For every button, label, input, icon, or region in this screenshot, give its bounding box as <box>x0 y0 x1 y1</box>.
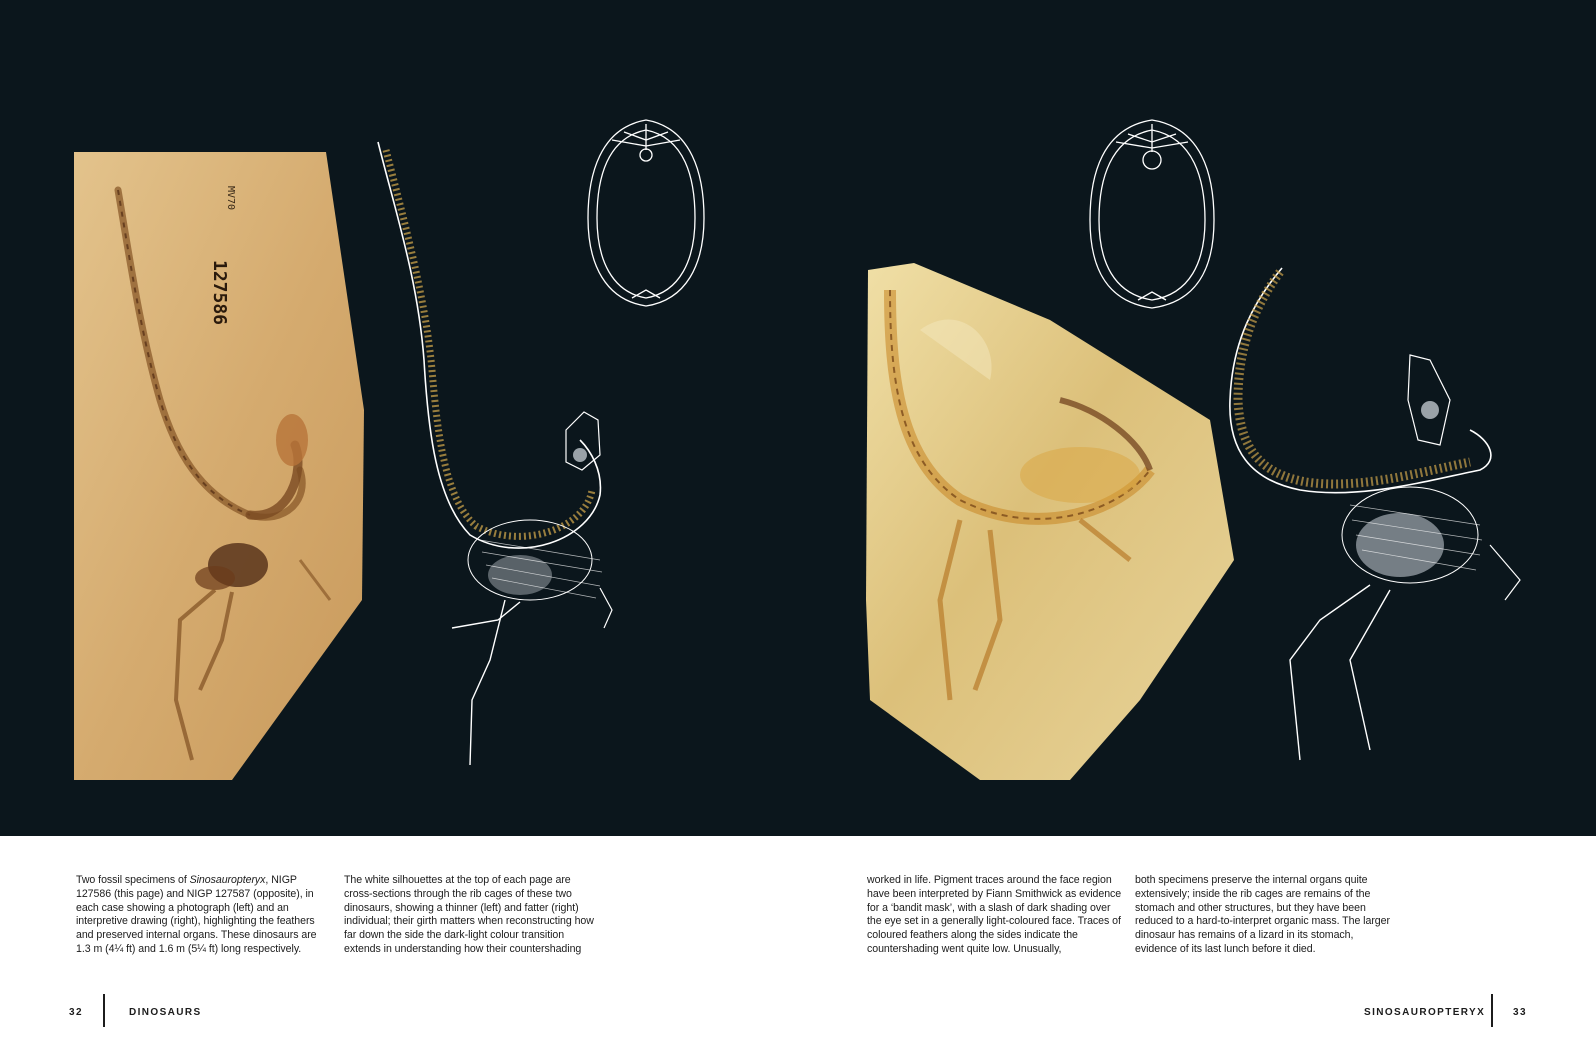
caption-1-lead: Two fossil specimens of <box>76 874 190 886</box>
right-footer-rule <box>1491 994 1493 1027</box>
caption-1-italic: Sinosauropteryx <box>189 874 266 886</box>
fossil-photo-right <box>866 263 1234 780</box>
fossil-photo-left <box>74 152 364 780</box>
specimen-mark-label: MV70 <box>225 186 236 211</box>
caption-column-4: both specimens preserve the internal organs quite extensively; inside the rib cages are remains of the stomach and other structures, but they have been reduced to a hard-to-interpret organic mass. The larger dinosaur has remains of a lizard in its stomach, evidence of its last lunch before it died. <box>1135 874 1390 955</box>
right-running-head: SINOSAUROPTERYX <box>1364 1007 1486 1018</box>
rib-cross-section-right <box>1090 120 1214 308</box>
right-page-number: 33 <box>1513 1007 1527 1018</box>
left-footer-rule <box>103 994 105 1027</box>
left-page-number: 32 <box>69 1007 83 1018</box>
rib-cross-section-left <box>588 120 704 306</box>
caption-column-3: worked in life. Pigment traces around the face region have been interpreted by Fiann Smithwick as evidence for a ‘bandit mask’, with a slash of dark shading over the eye set in a generally light-coloured face. Traces of coloured feathers along the sides indicate the countershading went quite low. Unusually, <box>867 874 1122 955</box>
interpretive-drawing-right <box>1230 268 1520 760</box>
left-running-head: DINOSAURS <box>129 1007 202 1018</box>
caption-1-rest: , NIGP 127586 (this page) and NIGP 127587 (opposite), in each case showing a photograph (left) and an interpretive drawing (right), highlighting the feathers and preserved internal organs. These dinosaurs are 1.3 m (4¼ ft) and 1.6 m (5¼ ft) long respectively. <box>76 874 317 955</box>
caption-column-2: The white silhouettes at the top of each page are cross-sections through the rib cages of these two dinosaurs, showing a thinner (left) and fatter (right) individual; their girth matters when reconstructing how far down the side the dark-light colour transition extends in understanding how their countershading <box>344 874 594 955</box>
caption-column-1 <box>76 874 332 957</box>
specimen-number-label: 127586 <box>209 260 230 326</box>
interpretive-drawing-left <box>378 142 612 765</box>
